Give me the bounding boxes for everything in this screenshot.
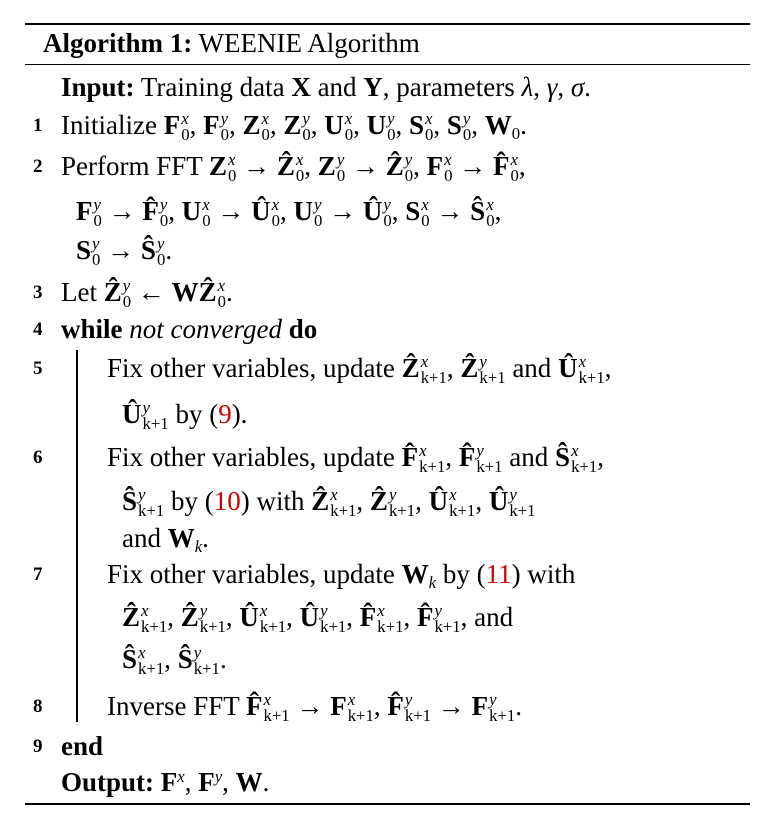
step-5-line-2: Û y k+1 by (9). — [122, 397, 248, 433]
step-7-line-1: Fix other variables, update $W_k$ by (11) with — [107, 559, 576, 593]
line-number-9: 9 — [33, 736, 43, 757]
equation-ref-10[interactable]: 10 — [213, 486, 241, 516]
line-number-1: 1 — [33, 115, 43, 136]
while-keyword: while — [61, 314, 123, 344]
step-8: Inverse FFT F̂ x k+1 → F x k+1 , F̂ y k+1 → F y k+1 . — [107, 689, 522, 725]
line-number-6: 6 — [33, 447, 43, 468]
title-rule — [25, 64, 750, 65]
line-number-7: 7 — [33, 564, 43, 585]
step-2-line-2: F y 0 → F̂ y 0 , U x 0 → Û x 0 , U y 0 → Û y 0 , S x 0 → Ŝ x 0 , — [76, 194, 502, 230]
line-number-3: 3 — [33, 282, 43, 303]
bottom-rule — [25, 803, 750, 805]
equation-ref-9[interactable]: 9 — [218, 399, 232, 429]
step-5-line-1: Fix other variables, update Ẑ x k+1 , Ẑ y k+1 and Û x k+1 , — [107, 351, 612, 387]
step-1: Initialize F x 0 , F y 0 , Z x 0 , Z y 0 , U x 0 , U y 0 , S x 0 , S y 0 , $W_0$. — [61, 108, 527, 144]
step-2-line-1: Perform FFT Z x 0 → Ẑ x 0 , Z y 0 → Ẑ y 0 , F x 0 → F̂ x 0 , — [61, 149, 526, 185]
line-number-4: 4 — [33, 319, 43, 340]
output-line: Output: $F^x$, $F^y$, W. — [61, 766, 270, 797]
step-6-line-2: Ŝ y k+1 by (10) with Ẑ x k+1 , Ẑ y k+1 , Û x k+1 , Û y k+1 — [122, 484, 536, 520]
algorithm-name: WEENIE Algorithm — [198, 28, 420, 58]
end-keyword: end — [61, 731, 104, 761]
step-9 — [61, 729, 103, 763]
while-condition: not converged — [129, 314, 282, 344]
loop-body-bar — [76, 350, 78, 722]
step-3: Let Ẑ y 0 ← WẐ x 0 . — [61, 275, 233, 311]
line-number-5: 5 — [33, 358, 43, 379]
line-number-8: 8 — [33, 696, 43, 717]
input-label: Input: — [61, 72, 135, 102]
input-line: Input: Training data X and Y, parameters λ, γ, σ. — [61, 72, 591, 102]
step-2-line-3: S y 0 → Ŝ y 0 . — [76, 233, 173, 269]
top-rule — [25, 23, 750, 25]
output-label: Output: — [61, 767, 155, 797]
algorithm-label: Algorithm 1: — [43, 28, 193, 58]
algorithm-title — [43, 26, 420, 60]
step-6-line-1: Fix other variables, update F̂ x k+1 , F̂ y k+1 and Ŝ x k+1 , — [107, 440, 604, 476]
step-7-line-3: Ŝ x k+1 , Ŝ y k+1 . — [122, 642, 227, 678]
step-6-line-3: and $W_k$. — [122, 523, 209, 557]
line-number-2: 2 — [33, 156, 43, 177]
equation-ref-11[interactable]: 11 — [485, 559, 512, 589]
do-keyword: do — [288, 314, 318, 344]
step-4 — [61, 312, 317, 346]
step-7-line-2: Ẑ x k+1 , Ẑ y k+1 , Û x k+1 , Û y k+1 , F̂ x k+1 , F̂ y k+1 , and — [122, 600, 514, 636]
